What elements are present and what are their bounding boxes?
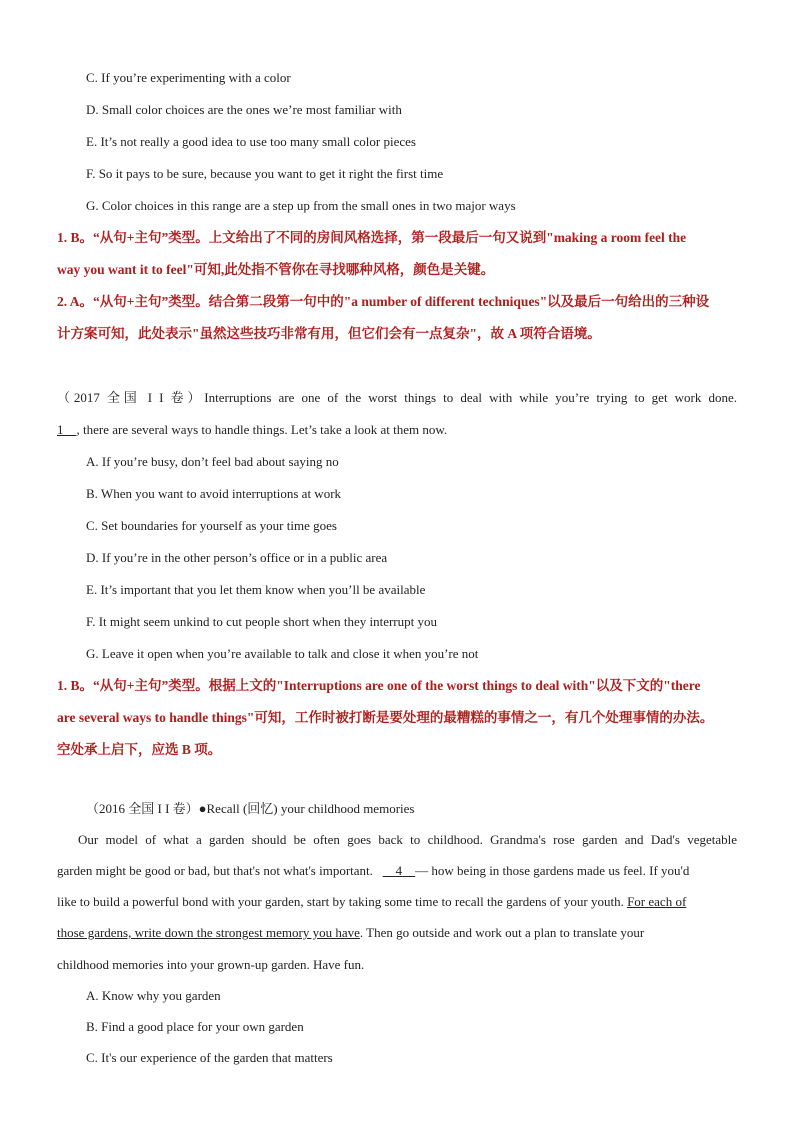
option-a: A. If you’re busy, don’t feel bad about saying no — [86, 454, 339, 469]
answer-explanation: are several ways to handle things"可知，工作时被打断是要处理的最糟糕的事情之一，有几个处理事情的办法。 — [57, 710, 714, 725]
option-b: B. When you want to avoid interruptions at work — [86, 486, 342, 501]
underlined-sentence: those gardens, write down the strongest memory you have — [57, 925, 360, 940]
option-b: B. Find a good place for your own garden — [86, 1019, 304, 1034]
passage-intro-line2: 1 , there are several ways to handle things. Let’s take a look at them now. — [57, 422, 448, 437]
answer-explanation: 1. B。“从句+主句”类型。根据上文的"Interruptions are one of the worst things to deal with"以及下文的"there — [57, 678, 701, 693]
option-c: C. If you’re experimenting with a color — [86, 70, 291, 85]
blank-number: 1 — [57, 422, 64, 437]
option-c: C. It's our experience of the garden that matters — [86, 1050, 333, 1065]
underlined-sentence: For each of — [627, 894, 687, 909]
option-g: G. Color choices in this range are a step up from the small ones in two major ways — [86, 198, 516, 213]
option-e: E. It’s not really a good idea to use too many small color pieces — [86, 134, 416, 149]
passage-line: like to build a powerful bond with your garden, start by taking some time to recall the gardens of your youth. For each of — [57, 894, 687, 909]
option-f: F. It might seem unkind to cut people short when they interrupt you — [86, 614, 437, 629]
option-e: E. It’s important that you let them know when you’ll be available — [86, 582, 426, 597]
option-d: D. Small color choices are the ones we’re most familiar with — [86, 102, 402, 117]
answer-explanation: 空处承上启下，应选 B 项。 — [57, 742, 222, 757]
passage-line: Our model of what a garden should be often goes back to childhood. Grandma's rose garden and Dad's vegetable — [78, 832, 737, 847]
blank-number: 4 — [395, 863, 403, 878]
section-heading: （2016 全国 I I 卷）●Recall (回忆) your childhood memories — [86, 801, 415, 816]
option-a: A. Know why you garden — [86, 988, 221, 1003]
option-c: C. Set boundaries for yourself as your time goes — [86, 518, 337, 533]
option-d: D. If you’re in the other person’s office or in a public area — [86, 550, 388, 565]
answer-explanation: 计方案可知，此处表示"虽然这些技巧非常有用，但它们会有一点复杂"，故 A 项符合语境。 — [57, 326, 601, 341]
passage-line: those gardens, write down the strongest memory you have. Then go outside and work out a plan to translate your — [57, 925, 645, 940]
passage-line: garden might be good or bad, but that's not what's important. 4 — how being in those gardens made us feel. If you'd — [57, 863, 690, 878]
answer-explanation: 1. B。“从句+主句”类型。上文给出了不同的房间风格选择，第一段最后一句又说到"making a room feel the — [57, 230, 687, 245]
answer-explanation: way you want it to feel"可知,此处指不管你在寻找哪种风格，颜色是关键。 — [57, 262, 495, 277]
option-f: F. So it pays to be sure, because you want to get it right the first time — [86, 166, 444, 181]
answer-explanation: 2. A。“从句+主句”类型。结合第二段第一句中的"a number of different techniques"以及最后一句给出的三种设 — [57, 294, 710, 309]
option-g: G. Leave it open when you’re available to talk and close it when you’re not — [86, 646, 479, 661]
passage-intro: （2017 全国 I I 卷）Interruptions are one of the worst things to deal with while you’re trying to get work done. — [57, 390, 737, 405]
passage-line: childhood memories into your grown-up garden. Have fun. — [57, 957, 365, 972]
